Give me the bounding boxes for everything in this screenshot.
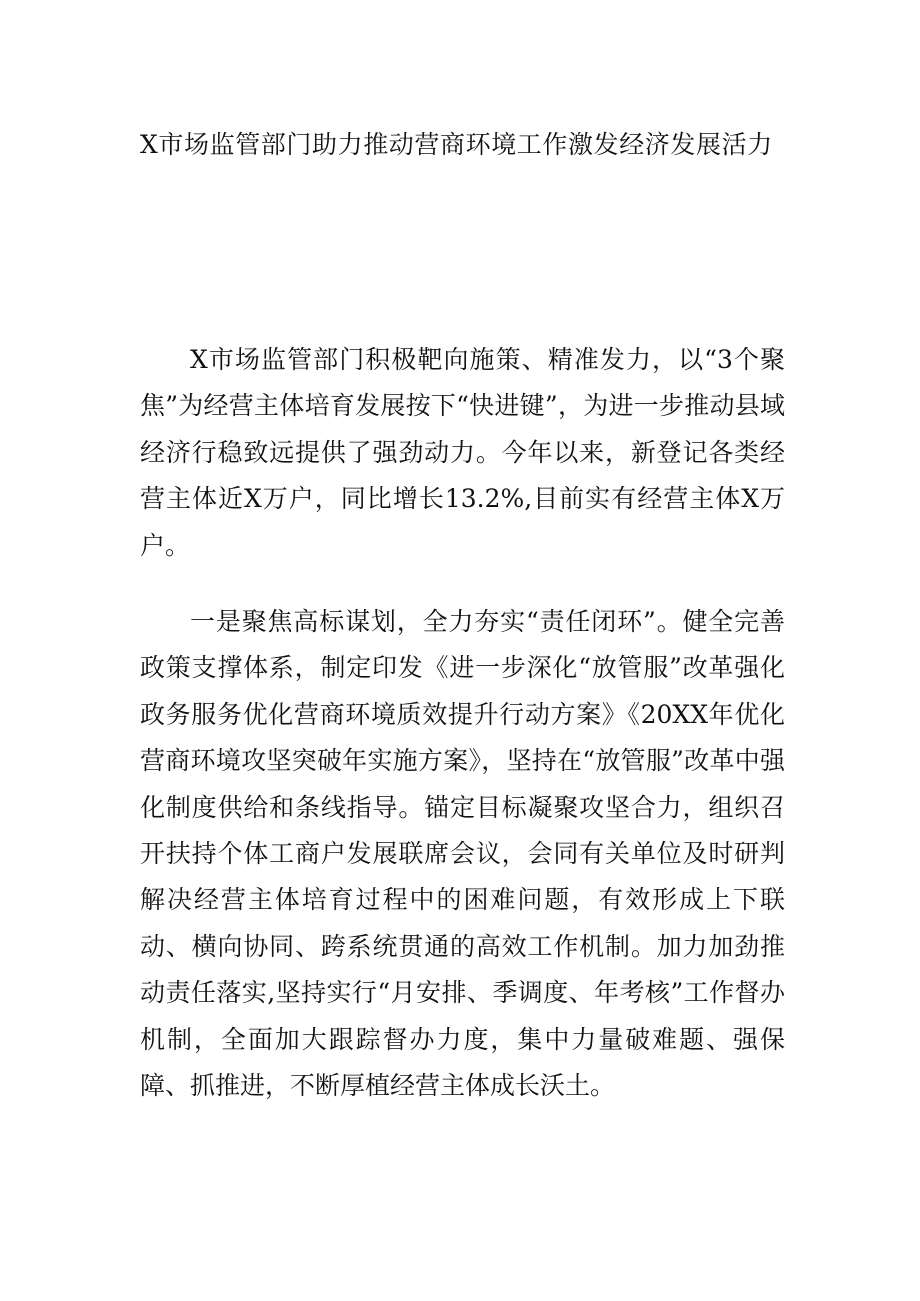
document-title: X市场监管部门助力推动营商环境工作激发经济发展活力 <box>140 130 773 159</box>
paragraph-focus-planning: 一是聚焦高标谋划，全力夯实“责任闭环”。健全完善政策支撑体系，制定印发《进一步深化“放管服”改革强化政务服务优化营商环境质效提升行动方案》《20XX年优化营商环境攻坚突破年实施方案》，坚持在“放管服”改革中强化制度供给和条线指导。锚定目标凝聚攻坚合力，组织召开扶持个体工商户发展联席会议，会同有关单位及时研判解决经营主体培育过程中的困难问题，有效形成上下联动、横向协同、跨系统贯通的高效工作机制。加力加劲推动责任落实,坚持实行“月安排、季调度、年考核”工作督办机制，全面加大跟踪督办力度，集中力量破难题、强保障、抓推进，不断厚植经营主体成长沃土。 <box>140 607 785 1101</box>
paragraph-intro: X市场监管部门积极靶向施策、精准发力，以“3个聚焦”为经营主体培育发展按下“快进键”，为进一步推动县域经济行稳致远提供了强劲动力。今年以来，新登记各类经营主体近X万户，同比增长13.2%,目前实有经营主体X万户。 <box>140 345 785 560</box>
